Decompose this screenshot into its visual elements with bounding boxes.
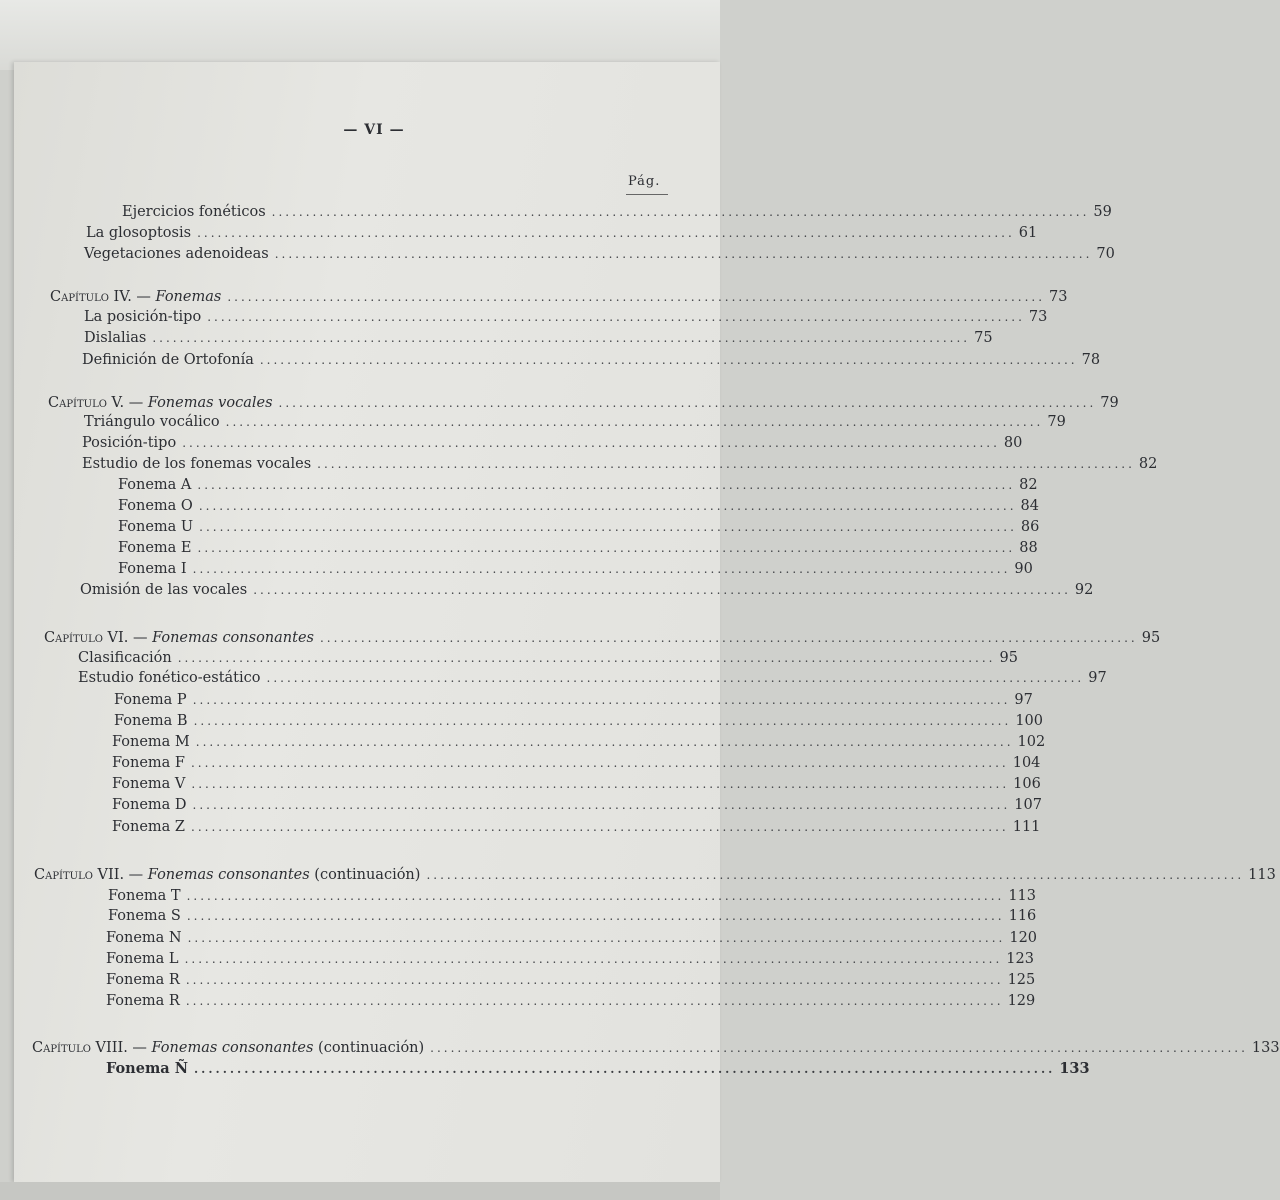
page-reference: 88: [1019, 540, 1038, 556]
chapter-number: Capítulo V.: [48, 395, 125, 411]
leader-dots: ........................................................................................................................: [185, 994, 1004, 1008]
page-reference: 104: [1012, 755, 1041, 771]
leader-dots: ........................................................................................................................: [182, 436, 1000, 450]
page-reference: 90: [1014, 561, 1033, 577]
leader-dots: ........................................................................................................................: [430, 1041, 1248, 1055]
leader-dots: ........................................................................................................................: [192, 693, 1011, 707]
toc-entry: [112, 776, 1041, 796]
page-reference: 100: [1015, 713, 1043, 729]
toc-entry: [84, 330, 993, 350]
entry-label: Fonema R: [106, 972, 180, 988]
entry-label: Fonema D: [112, 797, 187, 813]
leader-dots: ........................................................................................................................: [197, 226, 1015, 240]
leader-dots: ........................................................................................................................: [317, 457, 1135, 471]
entry-label: Fonema U: [118, 519, 194, 535]
entry-label: Fonema A: [118, 477, 192, 493]
chapter-subtitle: (continuación): [309, 867, 421, 883]
background-surface-bottom: [0, 1182, 720, 1200]
chapter-title: Fonemas consonantes: [151, 1040, 314, 1056]
toc-entry: [118, 540, 1038, 560]
chapter-separator: —: [128, 630, 153, 646]
toc-entry: [114, 692, 1033, 712]
chapter-entry: [44, 630, 1161, 650]
chapter-title: Fonemas consonantes: [152, 630, 314, 646]
leader-dots: ........................................................................................................................: [186, 889, 1005, 903]
page-reference: 78: [1081, 352, 1101, 368]
chapter-title: Fonemas vocales: [147, 395, 273, 411]
chapter-subtitle: (continuación): [313, 1040, 425, 1056]
toc-entry: [112, 755, 1041, 775]
entry-label: Definición de Ortofonía: [82, 352, 254, 368]
chapter-heading: [50, 289, 227, 305]
page-reference: 75: [974, 330, 993, 346]
entry-label: Fonema S: [108, 908, 181, 924]
leader-dots: ........................................................................................................................: [207, 310, 1025, 324]
entry-label: Dislalias: [84, 330, 147, 346]
toc-entry: [118, 498, 1039, 518]
entry-label: Fonema Z: [112, 819, 185, 835]
entry-label: Fonema N: [106, 930, 182, 946]
chapter-entry: [48, 395, 1119, 415]
chapter-number: Capítulo VIII.: [32, 1040, 128, 1056]
page-reference: 106: [1013, 776, 1041, 792]
page-reference: 82: [1019, 477, 1038, 493]
page-reference: 116: [1008, 908, 1037, 924]
page-reference: 133: [1059, 1060, 1090, 1077]
leader-dots: ........................................................................................................................: [197, 541, 1016, 555]
leader-dots: ........................................................................................................................: [185, 973, 1004, 987]
leader-dots: ........................................................................................................................: [227, 290, 1046, 304]
leader-dots: ........................................................................................................................: [190, 756, 1009, 770]
entry-label: Fonema L: [106, 951, 179, 967]
toc-entry: [84, 246, 1115, 266]
leader-dots: ........................................................................................................................: [426, 868, 1245, 882]
entry-label: Ejercicios fonéticos: [122, 204, 266, 220]
chapter-title: Fonemas: [155, 289, 222, 305]
page-reference: 123: [1006, 951, 1034, 967]
page-reference: 70: [1096, 246, 1115, 262]
leader-dots: ........................................................................................................................: [193, 714, 1012, 728]
page-reference: 84: [1020, 498, 1039, 514]
entry-label: Estudio de los fonemas vocales: [82, 456, 312, 472]
page-reference: 82: [1138, 456, 1158, 472]
page-reference: 59: [1093, 204, 1112, 220]
entry-label: Fonema P: [114, 692, 187, 708]
leader-dots: ........................................................................................................................: [274, 247, 1093, 261]
toc-entry: [82, 352, 1101, 372]
toc-entry: [78, 650, 1018, 670]
entry-label: Vegetaciones adenoideas: [84, 246, 269, 262]
page-reference: 97: [1014, 692, 1033, 708]
entry-label: Fonema Ñ: [106, 1060, 188, 1077]
page-reference: 120: [1009, 930, 1038, 946]
chapter-heading: [48, 395, 279, 411]
page-reference: 73: [1028, 309, 1048, 325]
page-reference: 80: [1003, 435, 1023, 451]
chapter-heading: [44, 630, 320, 646]
toc-entry: [118, 477, 1038, 497]
leader-dots: ........................................................................................................................: [319, 631, 1138, 645]
chapter-heading: [34, 867, 426, 883]
page-column-label: Pág.: [628, 174, 661, 189]
toc-entry: [112, 734, 1046, 754]
entry-label: Triángulo vocálico: [84, 414, 220, 430]
toc-entry: [122, 204, 1112, 224]
page-reference: 86: [1020, 519, 1040, 535]
toc-entry: [106, 1060, 1090, 1080]
column-rule: [626, 194, 668, 195]
chapter-entry: [32, 1040, 1280, 1060]
leader-dots: ........................................................................................................................: [195, 735, 1014, 749]
chapter-separator: —: [131, 289, 156, 305]
page-reference: 73: [1049, 289, 1068, 305]
page-reference: 125: [1007, 972, 1036, 988]
chapter-heading: [32, 1040, 430, 1056]
toc-entry: [106, 972, 1036, 992]
toc-entry: [84, 414, 1066, 434]
leader-dots: ........................................................................................................................: [191, 777, 1010, 791]
entry-label: Fonema I: [118, 561, 187, 577]
chapter-number: Capítulo VI.: [44, 630, 129, 646]
leader-dots: ........................................................................................................................: [198, 499, 1017, 513]
page-reference: 107: [1014, 797, 1042, 813]
entry-label: Omisión de las vocales: [80, 582, 248, 598]
entry-label: La posición-tipo: [84, 309, 202, 325]
toc-entry: [108, 908, 1037, 928]
entry-label: Fonema O: [118, 498, 193, 514]
leader-dots: ........................................................................................................................: [197, 478, 1016, 492]
entry-label: Clasificación: [78, 650, 172, 666]
leader-dots: ........................................................................................................................: [266, 671, 1085, 685]
page-reference: 97: [1088, 670, 1107, 686]
page-reference: 133: [1251, 1040, 1280, 1056]
leader-dots: ........................................................................................................................: [184, 952, 1003, 966]
page-reference: 113: [1008, 888, 1037, 904]
entry-label: Posición-tipo: [82, 435, 177, 451]
chapter-separator: —: [124, 867, 148, 883]
toc-entry: [78, 670, 1107, 690]
leader-dots: ........................................................................................................................: [253, 583, 1071, 597]
toc-entry: [108, 888, 1037, 908]
entry-label: Fonema V: [112, 776, 186, 792]
page-reference: 95: [999, 650, 1018, 666]
toc-entry: [82, 456, 1158, 476]
leader-dots: ........................................................................................................................: [187, 931, 1006, 945]
entry-label: Fonema E: [118, 540, 192, 556]
page-reference: 102: [1017, 734, 1046, 750]
toc-entry: [112, 797, 1042, 817]
page-reference: 92: [1074, 582, 1094, 598]
toc-entry: [112, 819, 1041, 839]
toc-entry: [84, 309, 1048, 329]
leader-dots: ........................................................................................................................: [199, 520, 1017, 534]
chapter-separator: —: [127, 1040, 152, 1056]
chapter-title: Fonemas consonantes: [147, 867, 310, 883]
leader-dots: ........................................................................................................................: [193, 1062, 1056, 1076]
entry-label: Fonema T: [108, 888, 181, 904]
leader-dots: ........................................................................................................................: [192, 562, 1011, 576]
page-number: — VI —: [343, 122, 405, 138]
entry-label: Estudio fonético-estático: [78, 670, 261, 686]
page-reference: 129: [1007, 993, 1036, 1009]
chapter-number: Capítulo VII.: [34, 867, 125, 883]
page-reference: 95: [1141, 630, 1161, 646]
leader-dots: ........................................................................................................................: [186, 909, 1005, 923]
toc-entry: [106, 930, 1038, 950]
page-reference: 79: [1047, 414, 1066, 430]
leader-dots: ........................................................................................................................: [259, 353, 1078, 367]
leader-dots: ........................................................................................................................: [177, 651, 996, 665]
page-reference: 61: [1018, 225, 1038, 241]
toc-entry: [106, 993, 1036, 1013]
page-reference: 111: [1012, 819, 1041, 835]
chapter-entry: [34, 867, 1276, 887]
leader-dots: ........................................................................................................................: [152, 331, 971, 345]
entry-label: Fonema F: [112, 755, 185, 771]
toc-entry: [86, 225, 1038, 245]
leader-dots: ........................................................................................................................: [191, 820, 1009, 834]
entry-label: Fonema B: [114, 713, 188, 729]
chapter-number: Capítulo IV.: [50, 289, 132, 305]
leader-dots: ........................................................................................................................: [192, 798, 1011, 812]
leader-dots: ........................................................................................................................: [278, 396, 1097, 410]
entry-label: La glosoptosis: [86, 225, 192, 241]
toc-entry: [114, 713, 1043, 733]
toc-entry: [118, 561, 1033, 581]
leader-dots: ........................................................................................................................: [271, 205, 1090, 219]
page-reference: 79: [1100, 395, 1119, 411]
toc-entry: [106, 951, 1034, 971]
entry-label: Fonema M: [112, 734, 190, 750]
chapter-separator: —: [124, 395, 148, 411]
toc-entry: [80, 582, 1094, 602]
chapter-entry: [50, 289, 1068, 309]
book-page: [14, 62, 1280, 1182]
page-reference: 113: [1248, 867, 1276, 883]
background-surface: [0, 0, 720, 70]
entry-label: Fonema R: [106, 993, 180, 1009]
toc-entry: [118, 519, 1040, 539]
toc-entry: [82, 435, 1023, 455]
leader-dots: ........................................................................................................................: [225, 415, 1044, 429]
